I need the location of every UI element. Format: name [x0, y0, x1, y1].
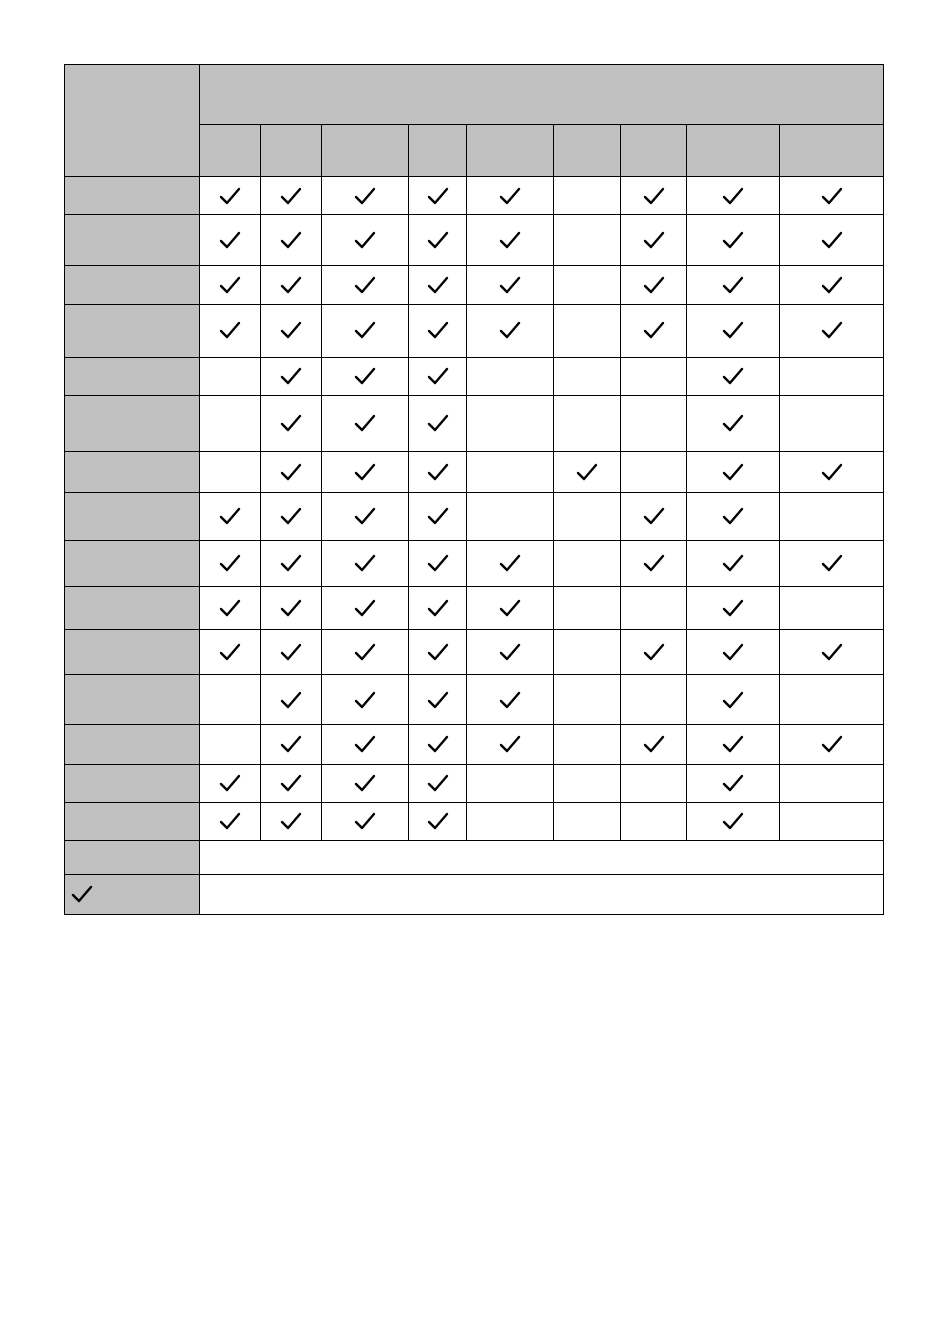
table-cell: [200, 215, 261, 266]
row-label: [65, 215, 200, 266]
table-cell: [554, 266, 621, 304]
table-row: [65, 357, 884, 395]
checkmark-icon: [280, 599, 302, 617]
legend-label-cell: [65, 874, 200, 914]
table-cell: [621, 587, 687, 630]
checkmark-icon: [643, 231, 665, 249]
checkmark-icon: [427, 507, 449, 525]
table-row: [65, 215, 884, 266]
table-cell: [467, 395, 554, 451]
table-row: [65, 725, 884, 764]
column-header-8: [687, 125, 780, 177]
table-cell: [621, 177, 687, 215]
footer-text-cell: [200, 874, 884, 914]
table-cell: [621, 357, 687, 395]
checkmark-icon: [354, 414, 376, 432]
table-cell: [200, 587, 261, 630]
checkmark-icon: [722, 367, 744, 385]
row-label: [65, 451, 200, 492]
table-cell: [200, 395, 261, 451]
table-cell: [621, 395, 687, 451]
column-header-1: [200, 125, 261, 177]
table-cell: [409, 675, 467, 725]
table-cell: [780, 177, 884, 215]
checkmark-icon: [499, 554, 521, 572]
checkmark-icon: [219, 643, 241, 661]
table-cell: [687, 630, 780, 675]
table-cell: [322, 764, 409, 802]
table-cell: [200, 451, 261, 492]
checkmark-icon: [722, 599, 744, 617]
table-cell: [467, 764, 554, 802]
table-cell: [780, 395, 884, 451]
row-label: [65, 304, 200, 357]
checkmark-icon: [280, 414, 302, 432]
table-cell: [467, 802, 554, 840]
table-cell: [687, 725, 780, 764]
table-cell: [467, 630, 554, 675]
table-cell: [200, 802, 261, 840]
table-row: [65, 451, 884, 492]
checkmark-icon: [427, 187, 449, 205]
table-cell: [409, 802, 467, 840]
checkmark-icon: [427, 367, 449, 385]
column-header-6: [554, 125, 621, 177]
table-cell: [261, 357, 322, 395]
checkmark-icon: [354, 367, 376, 385]
table-cell: [261, 215, 322, 266]
checkmark-icon: [219, 231, 241, 249]
table-cell: [200, 304, 261, 357]
checkmark-icon: [643, 554, 665, 572]
checkmark-icon: [499, 735, 521, 753]
footer-row: [65, 840, 884, 874]
table-cell: [409, 725, 467, 764]
checkmark-icon: [280, 735, 302, 753]
table-cell: [687, 541, 780, 587]
table-cell: [780, 451, 884, 492]
checkmark-icon: [722, 774, 744, 792]
table-cell: [322, 395, 409, 451]
table-cell: [322, 177, 409, 215]
table-cell: [467, 451, 554, 492]
table-cell: [554, 357, 621, 395]
table-cell: [322, 802, 409, 840]
table-cell: [322, 451, 409, 492]
table-cell: [687, 764, 780, 802]
table-cell: [467, 541, 554, 587]
table-cell: [780, 764, 884, 802]
column-header-5: [467, 125, 554, 177]
table-cell: [554, 541, 621, 587]
table-cell: [621, 802, 687, 840]
table-cell: [322, 725, 409, 764]
checkmark-icon: [821, 321, 843, 339]
table-cell: [322, 587, 409, 630]
table-cell: [554, 630, 621, 675]
table-cell: [200, 357, 261, 395]
checkmark-icon: [219, 187, 241, 205]
table-cell: [200, 675, 261, 725]
table-row: [65, 630, 884, 675]
table-cell: [780, 630, 884, 675]
checkmark-icon: [499, 187, 521, 205]
checkmark-icon: [722, 414, 744, 432]
table-cell: [322, 492, 409, 540]
checkmark-icon: [722, 187, 744, 205]
table-cell: [200, 764, 261, 802]
table-row: [65, 675, 884, 725]
table-cell: [261, 725, 322, 764]
group-header-cell: [200, 65, 884, 125]
table-cell: [554, 587, 621, 630]
table-cell: [621, 492, 687, 540]
checkmark-icon: [722, 507, 744, 525]
footer-label-cell: [65, 840, 200, 874]
checkmark-icon: [427, 599, 449, 617]
table-row: [65, 395, 884, 451]
checkmark-icon: [354, 643, 376, 661]
column-header-2: [261, 125, 322, 177]
table-cell: [780, 675, 884, 725]
checkmark-icon: [354, 554, 376, 572]
row-label: [65, 675, 200, 725]
checkmark-icon: [821, 554, 843, 572]
table-cell: [554, 802, 621, 840]
table-cell: [621, 266, 687, 304]
table-cell: [261, 266, 322, 304]
table-cell: [687, 395, 780, 451]
column-header-7: [621, 125, 687, 177]
table-cell: [322, 675, 409, 725]
table-cell: [554, 675, 621, 725]
table-cell: [322, 266, 409, 304]
checkmark-icon: [280, 507, 302, 525]
table-cell: [687, 802, 780, 840]
checkmark-icon: [280, 187, 302, 205]
table-cell: [780, 725, 884, 764]
checkmark-icon: [643, 276, 665, 294]
checkmark-icon: [643, 321, 665, 339]
checkmark-icon: [427, 321, 449, 339]
table-cell: [687, 492, 780, 540]
checkmark-icon: [499, 276, 521, 294]
checkmark-icon: [821, 463, 843, 481]
checkmark-icon: [722, 231, 744, 249]
checkmark-icon: [219, 774, 241, 792]
row-label: [65, 630, 200, 675]
checkmark-icon: [354, 691, 376, 709]
table-cell: [780, 304, 884, 357]
row-label: [65, 802, 200, 840]
checkmark-icon: [499, 321, 521, 339]
table-cell: [409, 304, 467, 357]
checkmark-icon: [427, 231, 449, 249]
table-cell: [621, 764, 687, 802]
table-row: [65, 541, 884, 587]
table-cell: [687, 357, 780, 395]
checkmark-icon: [219, 507, 241, 525]
table-cell: [322, 541, 409, 587]
checkmark-icon: [71, 885, 93, 903]
checkmark-icon: [280, 463, 302, 481]
table-cell: [200, 630, 261, 675]
table-cell: [409, 764, 467, 802]
table-cell: [322, 304, 409, 357]
table-cell: [467, 492, 554, 540]
table-cell: [261, 630, 322, 675]
table-cell: [467, 587, 554, 630]
table-row: [65, 266, 884, 304]
table-cell: [554, 492, 621, 540]
checkmark-icon: [280, 691, 302, 709]
checkmark-icon: [427, 463, 449, 481]
table-cell: [687, 266, 780, 304]
row-label: [65, 587, 200, 630]
checkmark-icon: [219, 321, 241, 339]
checkmark-icon: [722, 276, 744, 294]
row-label: [65, 541, 200, 587]
table-cell: [554, 177, 621, 215]
checkmark-icon: [499, 599, 521, 617]
checkmark-icon: [722, 554, 744, 572]
table-row: [65, 802, 884, 840]
row-label: [65, 395, 200, 451]
checkmark-icon: [280, 367, 302, 385]
checkmark-icon: [576, 463, 598, 481]
table-cell: [621, 541, 687, 587]
table-row: [65, 492, 884, 540]
table-cell: [409, 492, 467, 540]
table-cell: [687, 451, 780, 492]
table-cell: [322, 357, 409, 395]
checkmark-icon: [354, 735, 376, 753]
table-cell: [409, 395, 467, 451]
checkmark-icon: [722, 463, 744, 481]
row-label: [65, 177, 200, 215]
table-cell: [261, 675, 322, 725]
row-label: [65, 357, 200, 395]
checkmark-icon: [354, 812, 376, 830]
row-label: [65, 764, 200, 802]
table-cell: [554, 764, 621, 802]
checkmark-icon: [821, 276, 843, 294]
table-cell: [621, 304, 687, 357]
checkmark-icon: [354, 599, 376, 617]
table-cell: [780, 541, 884, 587]
column-header-3: [322, 125, 409, 177]
checkmark-icon: [354, 187, 376, 205]
table-cell: [621, 630, 687, 675]
table-cell: [261, 492, 322, 540]
checkmark-icon: [643, 507, 665, 525]
table-cell: [780, 266, 884, 304]
checkmark-icon: [427, 643, 449, 661]
checkmark-icon: [427, 774, 449, 792]
checkmark-icon: [722, 321, 744, 339]
checkmark-icon: [821, 231, 843, 249]
checkmark-icon: [219, 554, 241, 572]
checkmark-icon: [499, 231, 521, 249]
table-cell: [687, 215, 780, 266]
checkmark-icon: [354, 321, 376, 339]
table-cell: [467, 357, 554, 395]
table-cell: [467, 215, 554, 266]
table-cell: [621, 675, 687, 725]
table-cell: [261, 587, 322, 630]
checkmark-icon: [354, 507, 376, 525]
table-cell: [261, 177, 322, 215]
checkmark-icon: [280, 643, 302, 661]
checkmark-icon: [354, 463, 376, 481]
table-cell: [322, 215, 409, 266]
table-cell: [409, 266, 467, 304]
footer-text-cell: [200, 840, 884, 874]
checkmark-icon: [280, 774, 302, 792]
column-header-9: [780, 125, 884, 177]
checkmark-icon: [427, 554, 449, 572]
table-cell: [554, 451, 621, 492]
checkmark-icon: [280, 812, 302, 830]
table-cell: [780, 215, 884, 266]
table-cell: [409, 541, 467, 587]
checkmark-icon: [427, 735, 449, 753]
table-cell: [780, 492, 884, 540]
table-cell: [467, 304, 554, 357]
checkmark-icon: [722, 735, 744, 753]
checkmark-icon: [821, 643, 843, 661]
checkmark-icon: [354, 231, 376, 249]
checkmark-icon: [280, 231, 302, 249]
table-cell: [467, 266, 554, 304]
checkmark-icon: [821, 187, 843, 205]
column-header-4: [409, 125, 467, 177]
table-cell: [467, 675, 554, 725]
checkmark-icon: [427, 691, 449, 709]
row-label: [65, 492, 200, 540]
checkmark-icon: [427, 276, 449, 294]
table-cell: [554, 395, 621, 451]
table-cell: [780, 357, 884, 395]
table-cell: [687, 587, 780, 630]
checkmark-icon: [280, 321, 302, 339]
table-cell: [687, 177, 780, 215]
checkmark-icon: [280, 554, 302, 572]
row-label: [65, 266, 200, 304]
checkmark-icon: [643, 187, 665, 205]
table-cell: [200, 177, 261, 215]
table-cell: [200, 725, 261, 764]
checkmark-icon: [427, 414, 449, 432]
checkmark-icon: [354, 276, 376, 294]
table-cell: [409, 587, 467, 630]
checkmark-icon: [722, 691, 744, 709]
table-cell: [409, 357, 467, 395]
footer-row: [65, 874, 884, 914]
table-cell: [687, 675, 780, 725]
corner-header-cell: [65, 65, 200, 177]
compatibility-table: [64, 64, 884, 915]
table-cell: [687, 304, 780, 357]
table-cell: [621, 725, 687, 764]
checkmark-icon: [427, 812, 449, 830]
table-row: [65, 304, 884, 357]
table-cell: [780, 587, 884, 630]
table-cell: [322, 630, 409, 675]
checkmark-icon: [722, 812, 744, 830]
table-cell: [261, 451, 322, 492]
checkmark-icon: [722, 643, 744, 661]
table-row: [65, 764, 884, 802]
table-cell: [409, 215, 467, 266]
table-cell: [409, 451, 467, 492]
checkmark-icon: [499, 691, 521, 709]
checkmark-icon: [499, 643, 521, 661]
checkmark-icon: [280, 276, 302, 294]
checkmark-icon: [643, 643, 665, 661]
table-row: [65, 177, 884, 215]
table-cell: [200, 266, 261, 304]
table-cell: [621, 451, 687, 492]
checkmark-icon: [219, 276, 241, 294]
checkmark-icon: [643, 735, 665, 753]
table-cell: [200, 541, 261, 587]
table-cell: [261, 802, 322, 840]
checkmark-icon: [219, 812, 241, 830]
table-cell: [554, 304, 621, 357]
checkmark-icon: [219, 599, 241, 617]
table-row: [65, 587, 884, 630]
table-cell: [554, 725, 621, 764]
table-cell: [200, 492, 261, 540]
row-label: [65, 725, 200, 764]
table-cell: [261, 541, 322, 587]
table-cell: [467, 177, 554, 215]
table-cell: [409, 177, 467, 215]
checkmark-icon: [821, 735, 843, 753]
table-cell: [780, 802, 884, 840]
table-cell: [261, 395, 322, 451]
table-cell: [621, 215, 687, 266]
table-cell: [261, 764, 322, 802]
table-cell: [261, 304, 322, 357]
checkmark-icon: [354, 774, 376, 792]
table-cell: [409, 630, 467, 675]
table-cell: [467, 725, 554, 764]
table-cell: [554, 215, 621, 266]
